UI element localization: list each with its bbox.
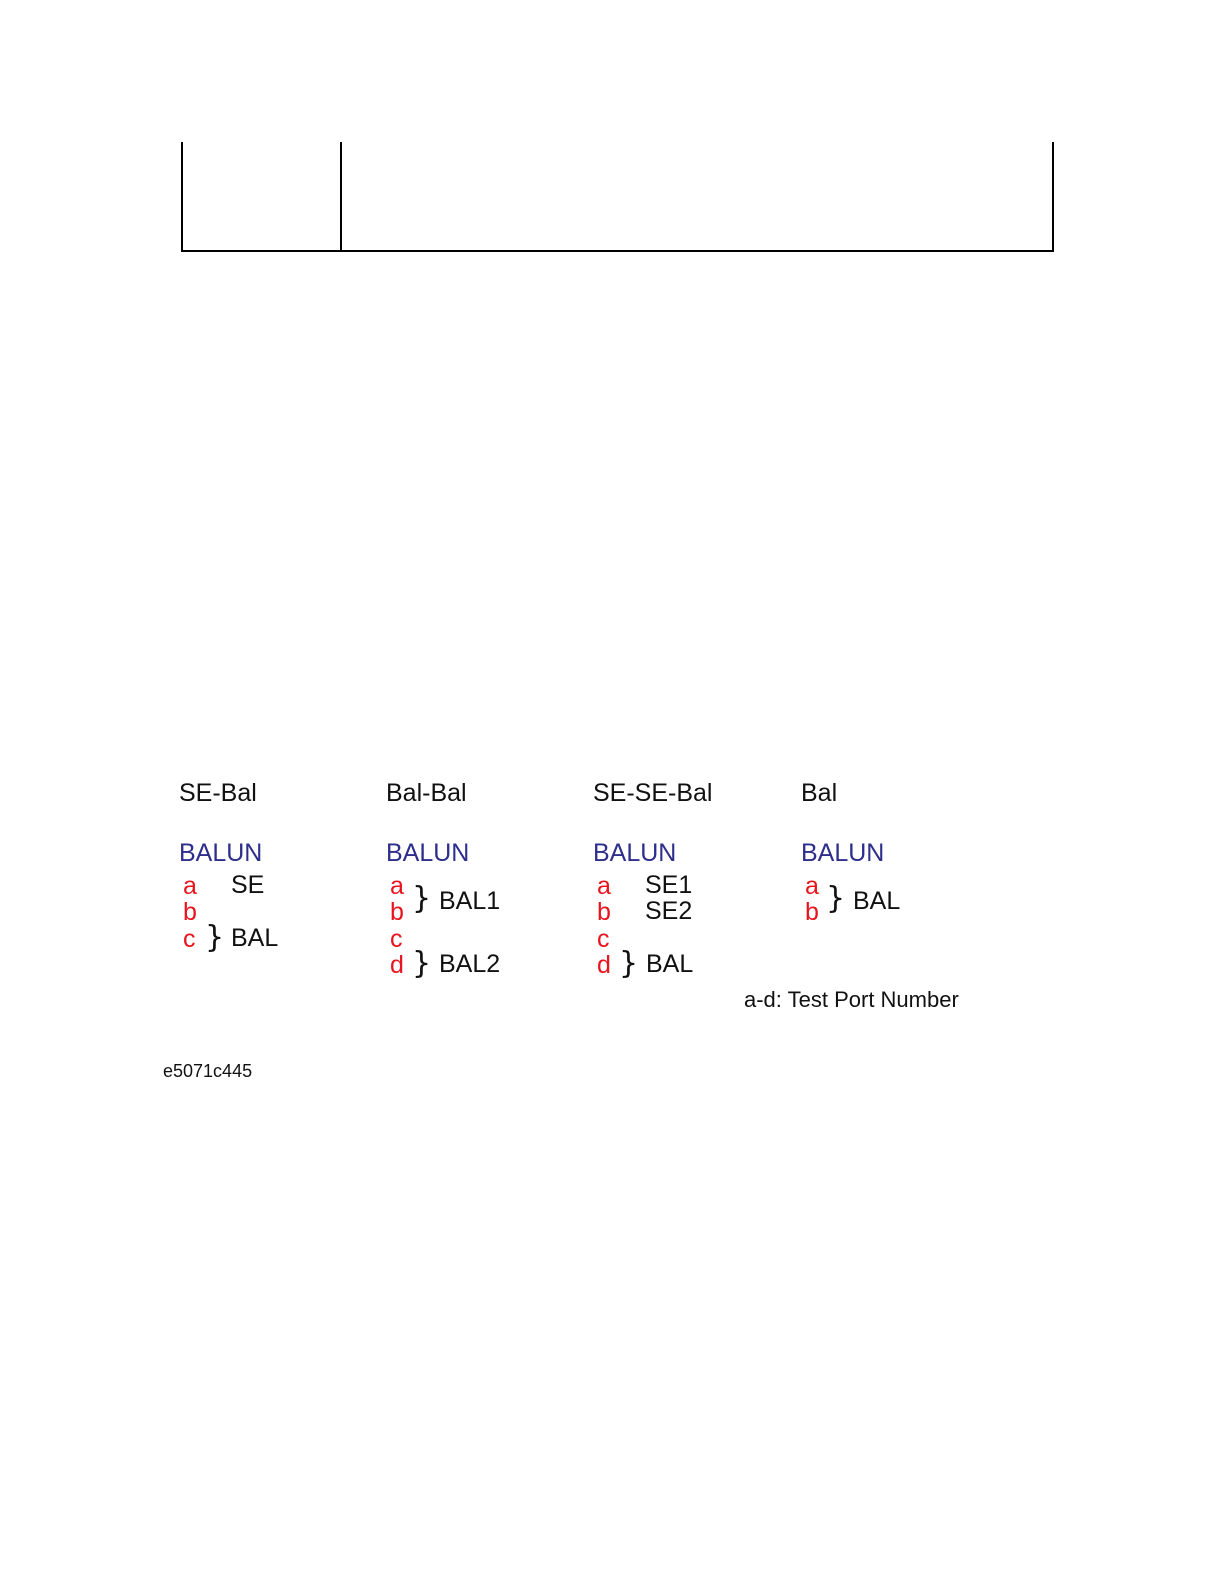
port-letter-c: c (183, 925, 196, 953)
brace-bal2: } (412, 946, 432, 981)
port-letter-d: d (597, 951, 611, 979)
balun-label: BALUN (386, 839, 470, 867)
port-label-bal1: BAL1 (439, 887, 501, 915)
balun-label: BALUN (593, 839, 677, 867)
figure-id: e5071c445 (163, 1061, 253, 1081)
port-label-bal: BAL (853, 887, 901, 915)
port-letter-d: d (390, 951, 404, 979)
port-label-se1: SE1 (645, 871, 693, 899)
port-label-se2: SE2 (645, 897, 693, 925)
brace-bal: } (205, 920, 225, 955)
port-label-bal: BAL (646, 950, 694, 978)
port-label-se: SE (231, 871, 265, 899)
port-label-bal2: BAL2 (439, 950, 501, 978)
brace-bal: } (619, 946, 639, 981)
port-letter-a: a (597, 872, 611, 900)
balun-label: BALUN (801, 839, 885, 867)
test-port-note: a-d: Test Port Number (744, 987, 959, 1012)
topology-title-bal-bal: Bal-Bal (386, 779, 467, 807)
balun-label: BALUN (179, 839, 263, 867)
port-letter-a: a (183, 872, 197, 900)
topology-title-se-bal: SE-Bal (179, 779, 257, 807)
port-letter-b: b (183, 898, 197, 926)
port-label-bal: BAL (231, 924, 279, 952)
topology-title-se-se-bal: SE-SE-Bal (593, 779, 713, 807)
brace-bal1: } (412, 881, 432, 916)
port-letter-b: b (805, 898, 819, 926)
brace-bal: } (826, 881, 846, 916)
port-letter-b: b (390, 898, 404, 926)
port-letter-a: a (390, 872, 404, 900)
port-letter-b: b (597, 898, 611, 926)
topology-title-bal: Bal (801, 779, 838, 807)
port-letter-c: c (390, 925, 403, 953)
port-letter-c: c (597, 925, 610, 953)
port-letter-a: a (805, 872, 819, 900)
